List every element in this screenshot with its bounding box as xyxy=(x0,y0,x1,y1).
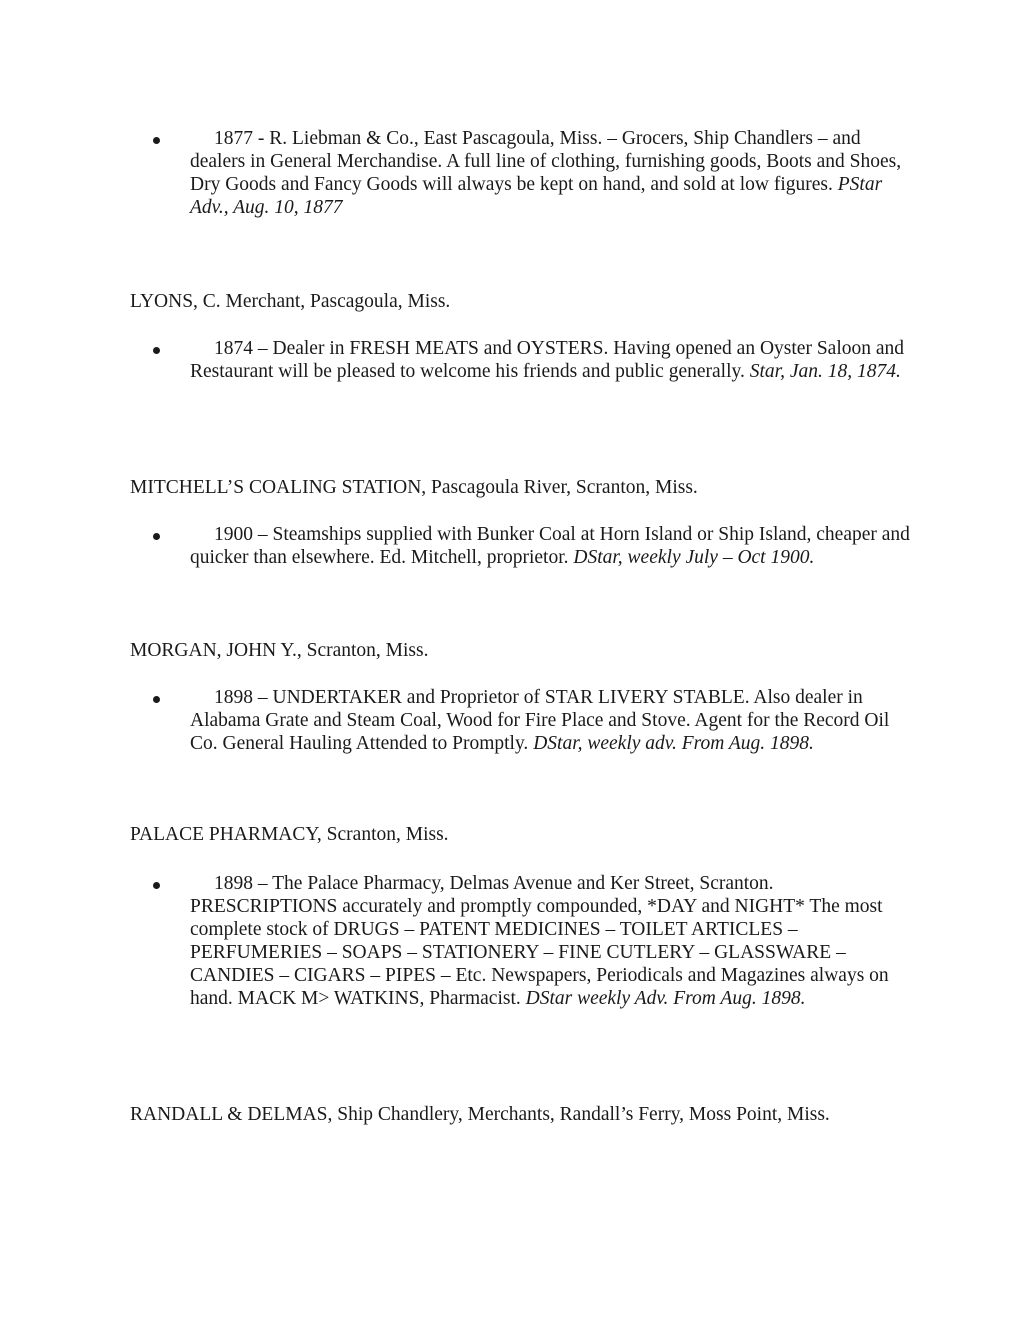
bullet-dot xyxy=(153,347,160,354)
entry-body: 1898 – UNDERTAKER and Proprietor of STAR LIVERY STABLE. Also dealer in Alabama Grate and Steam Coal, Wood for Fire Place and Stove. Agent for the Record Oil Co. General Hauling Attended to Promptly. xyxy=(190,687,890,754)
entry-body: 1898 – The Palace Pharmacy, Delmas Avenue and Ker Street, Scranton. PRESCRIPTIONS accurately and promptly compounded, *DAY and NIGHT* The most complete stock of DRUGS – PATENT MEDICINES – TOILET ARTICLES – PERFUMERIES – SOAPS – STATIONERY – FINE CUTLERY – GLASSWARE – CANDIES – CIGARS – PIPES – Etc. Newspapers, Periodicals and Magazines always on hand. MACK M> WATKINS, Pharmacist. xyxy=(190,873,889,1009)
entry-citation: DStar weekly Adv. From Aug. 1898. xyxy=(525,988,806,1009)
entry-heading: MORGAN, JOHN Y., Scranton, Miss. xyxy=(130,640,429,661)
entry-body: 1900 – Steamships supplied with Bunker Coal at Horn Island or Ship Island, cheaper and quicker than elsewhere. Ed. Mitchell, proprietor. xyxy=(190,524,910,568)
entry-heading: MITCHELL’S COALING STATION, Pascagoula River, Scranton, Miss. xyxy=(130,477,698,498)
bullet-dot xyxy=(153,882,160,889)
entry-citation: Star, Jan. 18, 1874. xyxy=(749,361,901,382)
entry-heading: LYONS, C. Merchant, Pascagoula, Miss. xyxy=(130,291,451,312)
bullet-dot xyxy=(153,696,160,703)
entry-citation: PStar Adv., Aug. 10, 1877 xyxy=(190,174,883,218)
entry-body: 1877 - R. Liebman & Co., East Pascagoula, Miss. – Grocers, Ship Chandlers – and dealers in General Merchandise. A full line of clothing, furnishing goods, Boots and Shoes, Dry Goods and Fancy Goods will always be kept on hand, and sold at low figures. xyxy=(190,128,902,195)
entry-text xyxy=(190,686,920,755)
entry-text xyxy=(190,872,920,1010)
entry-text xyxy=(190,523,920,569)
entry-citation: DStar, weekly adv. From Aug. 1898. xyxy=(533,733,814,754)
entry-text xyxy=(190,337,920,383)
entry-citation: DStar, weekly July – Oct 1900. xyxy=(573,547,815,568)
bullet-dot xyxy=(153,137,160,144)
bullet-dot xyxy=(153,533,160,540)
entry-body: 1874 – Dealer in FRESH MEATS and OYSTERS. Having opened an Oyster Saloon and Restaurant will be pleased to welcome his friends and public generally. xyxy=(190,338,905,382)
entry-text xyxy=(190,127,920,219)
entry-heading: PALACE PHARMACY, Scranton, Miss. xyxy=(130,824,449,845)
entry-heading: RANDALL & DELMAS, Ship Chandlery, Merchants, Randall’s Ferry, Moss Point, Miss. xyxy=(130,1104,830,1125)
